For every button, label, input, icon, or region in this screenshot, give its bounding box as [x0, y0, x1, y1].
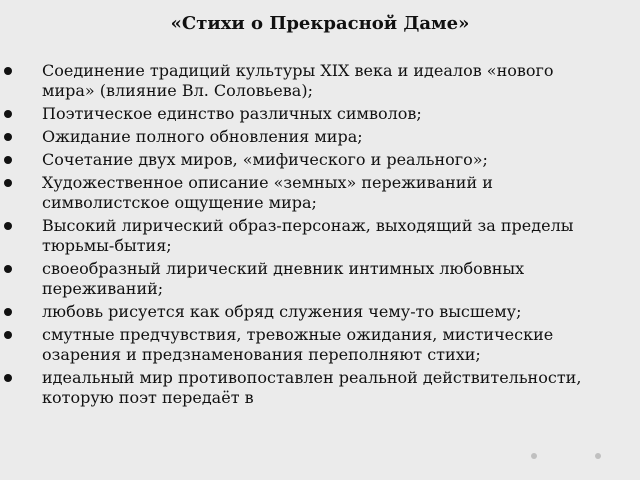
- bullet-icon: [4, 156, 12, 164]
- bullet-item: [4, 104, 604, 124]
- bullet-icon: [4, 179, 12, 187]
- bullet-text: смутные предчувствия, тревожные ожидания, мистические озарения и предзнаменования переполняют стихи;: [42, 325, 554, 364]
- bullet-item: [4, 150, 604, 170]
- bullet-item: [4, 173, 604, 213]
- bullet-icon: [4, 374, 12, 382]
- bullet-icon: [4, 222, 12, 230]
- bullet-text: своеобразный лирический дневник интимных любовных переживаний;: [42, 259, 525, 298]
- slide-nav-dot-icon: [595, 453, 601, 459]
- bullet-text: Сочетание двух миров, «мифического и реального»;: [42, 150, 488, 169]
- bullet-item: [4, 368, 604, 408]
- bullet-text: Соединение традиций культуры XIX века и идеалов «нового мира» (влияние Вл. Соловьева);: [42, 61, 554, 100]
- bullet-icon: [4, 331, 12, 339]
- slide-nav-dot-icon: [531, 453, 537, 459]
- bullet-item: [4, 61, 604, 101]
- bullet-item: [4, 325, 604, 365]
- bullet-text: Высокий лирический образ-персонаж, выходящий за пределы тюрьмы-бытия;: [42, 216, 574, 255]
- bullet-icon: [4, 308, 12, 316]
- bullet-item: [4, 259, 604, 299]
- bullet-text: Ожидание полного обновления мира;: [42, 127, 363, 146]
- bullet-icon: [4, 133, 12, 141]
- bullet-icon: [4, 110, 12, 118]
- bullet-text: идеальный мир противопоставлен реальной действительности, которую поэт передаёт в: [42, 368, 582, 407]
- bullet-list: [4, 61, 604, 411]
- slide-title: «Стихи о Прекрасной Даме»: [170, 13, 470, 34]
- bullet-text: Художественное описание «земных» переживаний и символистское ощущение мира;: [42, 173, 493, 212]
- bullet-icon: [4, 67, 12, 75]
- bullet-icon: [4, 265, 12, 273]
- bullet-item: [4, 216, 604, 256]
- bullet-item: [4, 127, 604, 147]
- bullet-item: [4, 302, 604, 322]
- bullet-text: любовь рисуется как обряд служения чему-то высшему;: [42, 302, 522, 321]
- bullet-text: Поэтическое единство различных символов;: [42, 104, 422, 123]
